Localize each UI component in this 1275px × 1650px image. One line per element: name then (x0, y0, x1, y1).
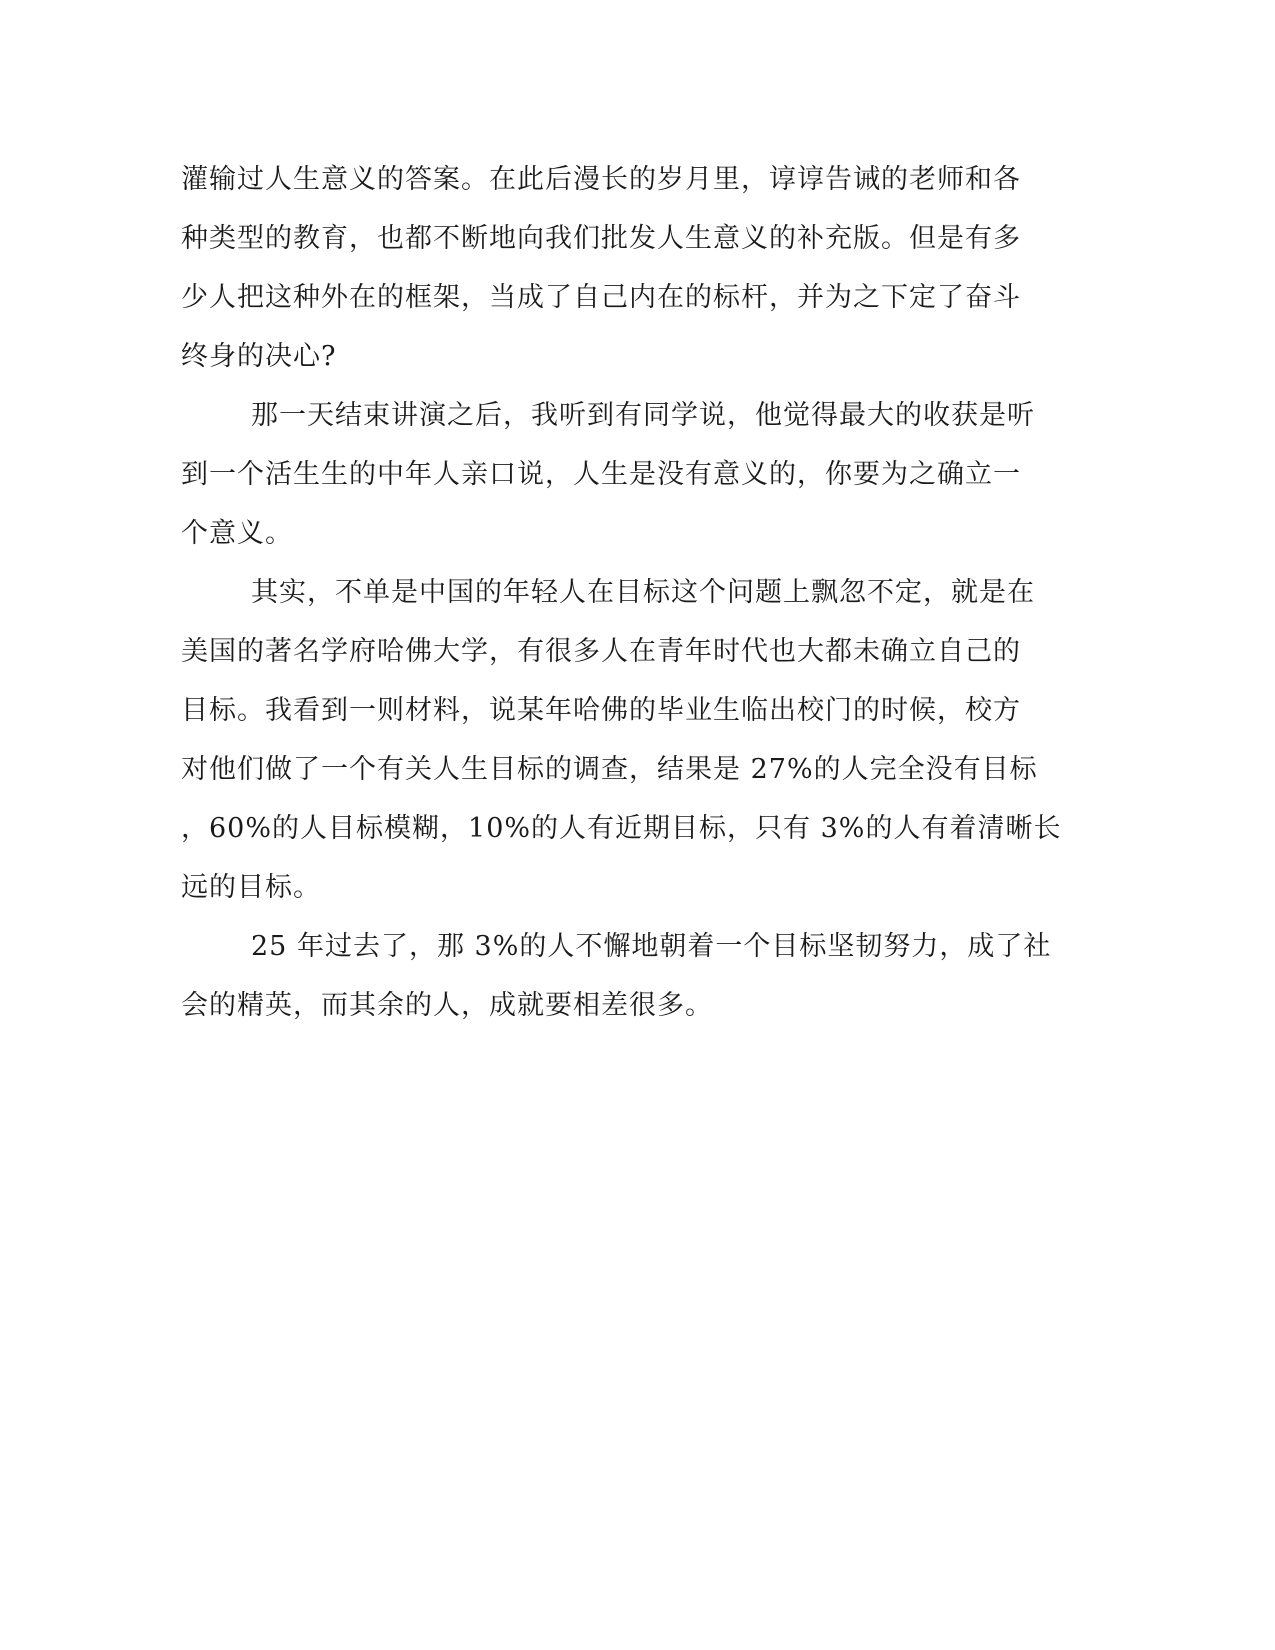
text-line: ，60%的人目标模糊，10%的人有近期目标，只有 3%的人有着清晰长 (181, 813, 1062, 844)
text-line: 到一个活生生的中年人亲口说，人生是没有意义的，你要为之确立一 (181, 459, 1021, 490)
paragraph-first-line: 25 年过去了，那 3%的人不懈地朝着一个目标坚韧努力，成了社 (251, 931, 1052, 962)
text-line: 个意义。 (181, 518, 293, 549)
text-line: 少人把这种外在的框架，当成了自己内在的标杆，并为之下定了奋斗 (181, 282, 1021, 313)
paragraph-first-line: 那一天结束讲演之后，我听到有同学说，他觉得最大的收获是听 (251, 400, 1035, 431)
document-body (181, 160, 1062, 1045)
text-line: 种类型的教育，也都不断地向我们批发人生意义的补充版。但是有多 (181, 223, 1021, 254)
text-line: 灌输过人生意义的答案。在此后漫长的岁月里，谆谆告诫的老师和各 (181, 164, 1021, 195)
text-line: 目标。我看到一则材料，说某年哈佛的毕业生临出校门的时候，校方 (181, 695, 1021, 726)
paragraph-first-line: 其实，不单是中国的年轻人在目标这个问题上飘忽不定，就是在 (251, 577, 1035, 608)
text-line: 对他们做了一个有关人生目标的调查，结果是 27%的人完全没有目标 (181, 754, 1038, 785)
text-line: 会的精英，而其余的人，成就要相差很多。 (181, 990, 713, 1021)
text-line: 美国的著名学府哈佛大学，有很多人在青年时代也大都未确立自己的 (181, 636, 1021, 667)
text-line: 终身的决心? (181, 341, 337, 372)
text-line: 远的目标。 (181, 872, 321, 903)
